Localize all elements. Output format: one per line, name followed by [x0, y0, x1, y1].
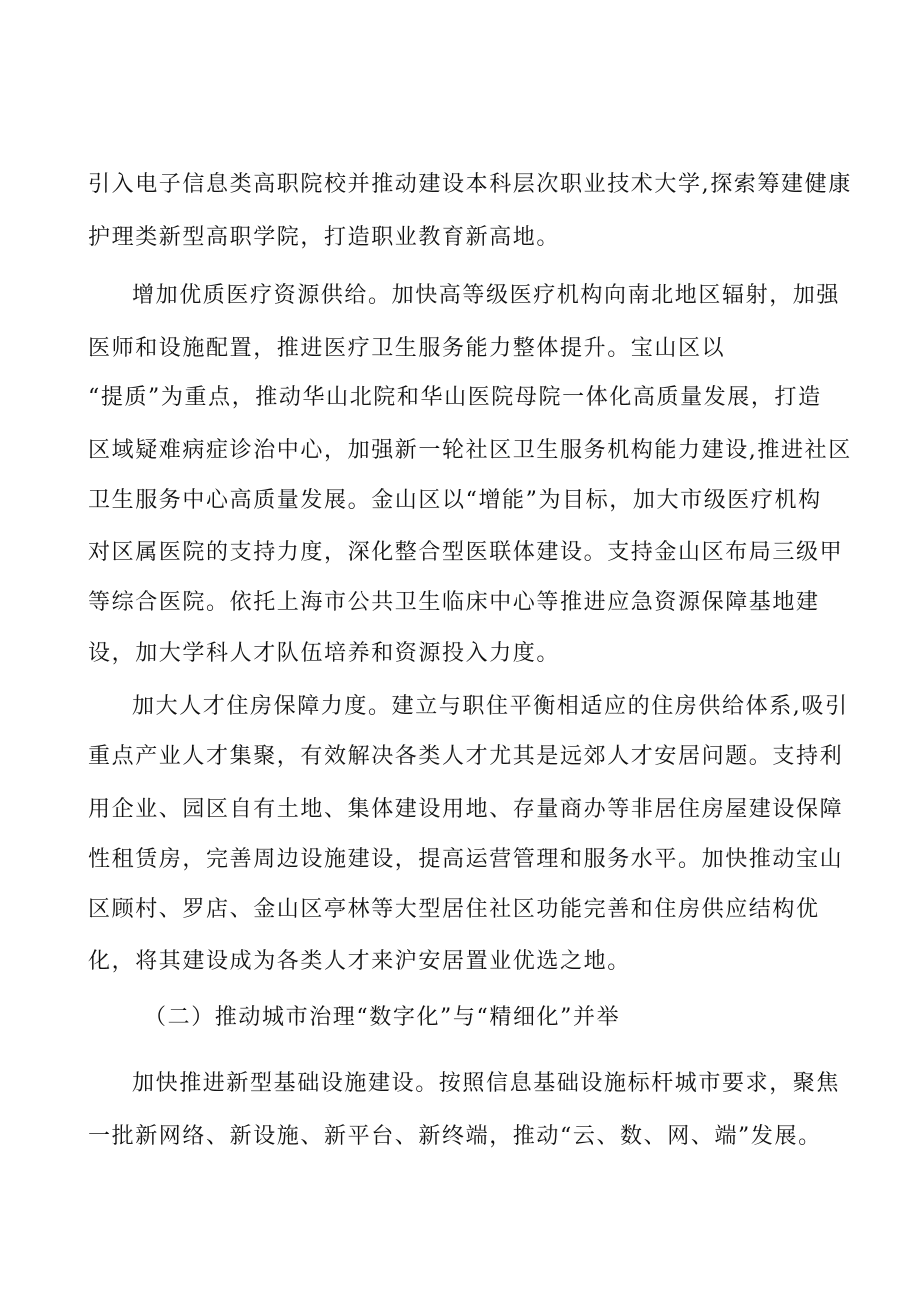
- paragraph-line: 护理类新型高职学院，打造职业教育新高地。: [88, 225, 561, 250]
- paragraph-line: 化，将其建设成为各类人才来沪安居置业优选之地。: [88, 949, 631, 974]
- paragraph-line: 医师和设施配置，推进医疗卫生服务能力整体提升。宝山区以: [88, 336, 726, 361]
- paragraph-line: “提质”为重点，推动华山北院和华山医院母院一体化高质量发展，打造: [88, 385, 822, 410]
- paragraph-line: 卫生服务中心高质量发展。金山区以“增能”为目标，加大市级医疗机构: [88, 488, 822, 513]
- paragraph-line: 区域疑难病症诊治中心，加强新一轮社区卫生服务机构能力建设,推进社区: [88, 438, 852, 463]
- paragraph-line: 加快推进新型基础设施建设。按照信息基础设施标杆城市要求，聚焦: [132, 1071, 841, 1096]
- paragraph-line: 等综合医院。依托上海市公共卫生临床中心等推进应急资源保障基地建: [88, 590, 820, 615]
- paragraph-line: 一批新网络、新设施、新平台、新终端，推动“云、数、网、端”发展。: [88, 1124, 822, 1149]
- paragraph-line: 加大人才住房保障力度。建立与职住平衡相适应的住房供给体系,吸引: [132, 694, 849, 719]
- paragraph-line: 区顾村、罗店、金山区亭林等大型居住社区功能完善和住房供应结构优: [88, 897, 820, 922]
- paragraph-line: 重点产业人才集聚，有效解决各类人才尤其是远郊人才安居问题。支持利: [88, 744, 844, 769]
- paragraph-line: 用企业、园区自有土地、集体建设用地、存量商办等非居住房屋建设保障: [88, 797, 844, 822]
- paragraph-line: 性租赁房，完善周边设施建设，提高运营管理和服务水平。加快推动宝山: [88, 847, 844, 872]
- paragraph-line: 增加优质医疗资源供给。加快高等级医疗机构向南北地区辐射，加强: [132, 283, 841, 308]
- paragraph-line: 引入电子信息类高职院校并推动建设本科层次职业技术大学,探索筹建健康: [88, 172, 852, 197]
- section-heading: （二）推动城市治理“数字化”与“精细化”并举: [144, 1005, 621, 1030]
- paragraph-line: 对区属医院的支持力度，深化整合型医联体建设。支持金山区布局三级甲: [88, 540, 844, 565]
- paragraph-line: 设，加大学科人才队伍培养和资源投入力度。: [88, 641, 561, 666]
